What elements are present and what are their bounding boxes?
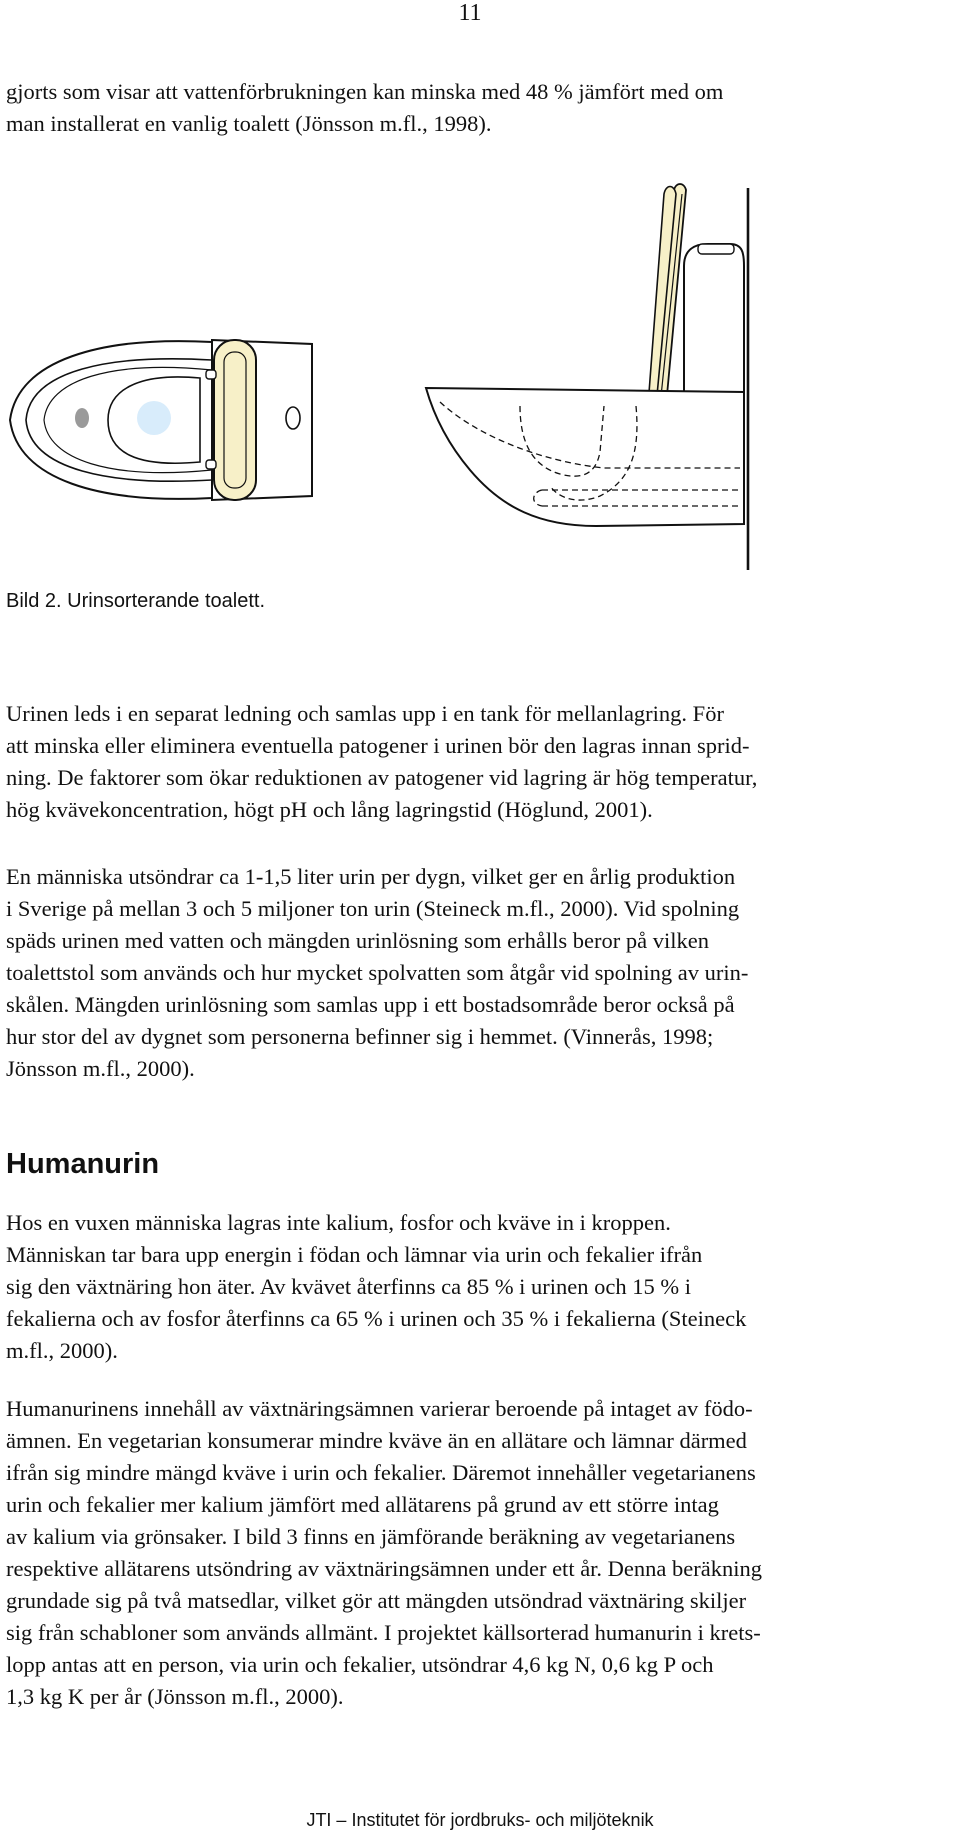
toilet-top-view: [10, 340, 312, 500]
text-line: grundade sig på två matsedlar, vilket gör att mängden utsöndrad växtnäring skiljer: [6, 1588, 747, 1613]
text-line: sig från schabloner som används allmänt. I projektet källsorterad humanurin i krets-: [6, 1620, 761, 1645]
text-line: man installerat en vanlig toalett (Jönsson m.fl., 1998).: [6, 111, 492, 136]
intro-paragraph: [6, 76, 936, 140]
page-footer: JTI – Institutet för jordbruks- och miljöteknik: [306, 1810, 654, 1830]
text-line: Människan tar bara upp energin i födan och lämnar via urin och fekalier ifrån: [6, 1242, 703, 1267]
text-line: ämnen. En vegetarian konsumerar mindre kväve än en allätare och lämnar därmed: [6, 1428, 747, 1453]
toilet-side-view: [426, 184, 748, 570]
text-line: hur stor del av dygnet som personerna befinner sig i hemmet. (Vinnerås, 1998;: [6, 1024, 714, 1049]
text-line: gjorts som visar att vattenförbrukningen kan minska med 48 % jämfört med om: [6, 79, 724, 104]
text-line: respektive allätarens utsöndring av växtnäringsämnen under ett år. Denna beräkning: [6, 1556, 762, 1581]
figure-caption: Bild 2. Urinsorterande toalett.: [6, 590, 266, 612]
text-line: fekalierna och av fosfor återfinns ca 65 % i urinen och 35 % i fekalierna (Steineck: [6, 1306, 747, 1331]
text-line: 1,3 kg K per år (Jönsson m.fl., 2000).: [6, 1684, 344, 1709]
text-line: av kalium via grönsaker. I bild 3 finns en jämförande beräkning av vegetarianens: [6, 1524, 736, 1549]
paragraph: [6, 1207, 936, 1367]
toilet-illustration: [0, 170, 960, 590]
text-line: hög kvävekoncentration, högt pH och lång lagringstid (Höglund, 2001).: [6, 797, 653, 822]
text-line: urin och fekalier mer kalium jämfört med allätarens på grund av ett större intag: [6, 1492, 719, 1517]
text-line: skålen. Mängden urinlösning som samlas upp i ett bostadsområde beror också på: [6, 992, 735, 1017]
text-line: ning. De faktorer som ökar reduktionen av patogener vid lagring är hög temperatur,: [6, 765, 758, 790]
text-line: ifrån sig mindre mängd kväve i urin och fekalier. Däremot innehåller vegetarianens: [6, 1460, 756, 1485]
text-line: Urinen leds i en separat ledning och samlas upp i en tank för mellanlagring. För: [6, 701, 724, 726]
text-line: sig den växtnäring hon äter. Av kvävet återfinns ca 85 % i urinen och 15 % i: [6, 1274, 692, 1299]
paragraph: [6, 1393, 936, 1713]
text-line: lopp antas att en person, via urin och fekalier, utsöndrar 4,6 kg N, 0,6 kg P och: [6, 1652, 714, 1677]
paragraph: [6, 861, 936, 1085]
text-line: En människa utsöndrar ca 1-1,5 liter urin per dygn, vilket ger en årlig produktion: [6, 864, 736, 889]
section-heading: Humanurin: [6, 1148, 160, 1180]
text-line: späds urinen med vatten och mängden urinlösning som erhålls beror på vilken: [6, 928, 709, 953]
text-line: toalettstol som används och hur mycket spolvatten som åtgår vid spolning av urin-: [6, 960, 749, 985]
paragraph: [6, 698, 936, 826]
text-line: Hos en vuxen människa lagras inte kalium, fosfor och kväve in i kroppen.: [6, 1210, 671, 1235]
text-line: m.fl., 2000).: [6, 1338, 118, 1363]
text-line: Humanurinens innehåll av växtnäringsämnen varierar beroende på intaget av födo-: [6, 1396, 753, 1421]
page-number: 11: [458, 0, 482, 26]
text-line: Jönsson m.fl., 2000).: [6, 1056, 195, 1081]
text-line: i Sverige på mellan 3 och 5 miljoner ton urin (Steineck m.fl., 2000). Vid spolning: [6, 896, 740, 921]
text-line: att minska eller eliminera eventuella patogener i urinen bör den lagras innan sprid-: [6, 733, 750, 758]
